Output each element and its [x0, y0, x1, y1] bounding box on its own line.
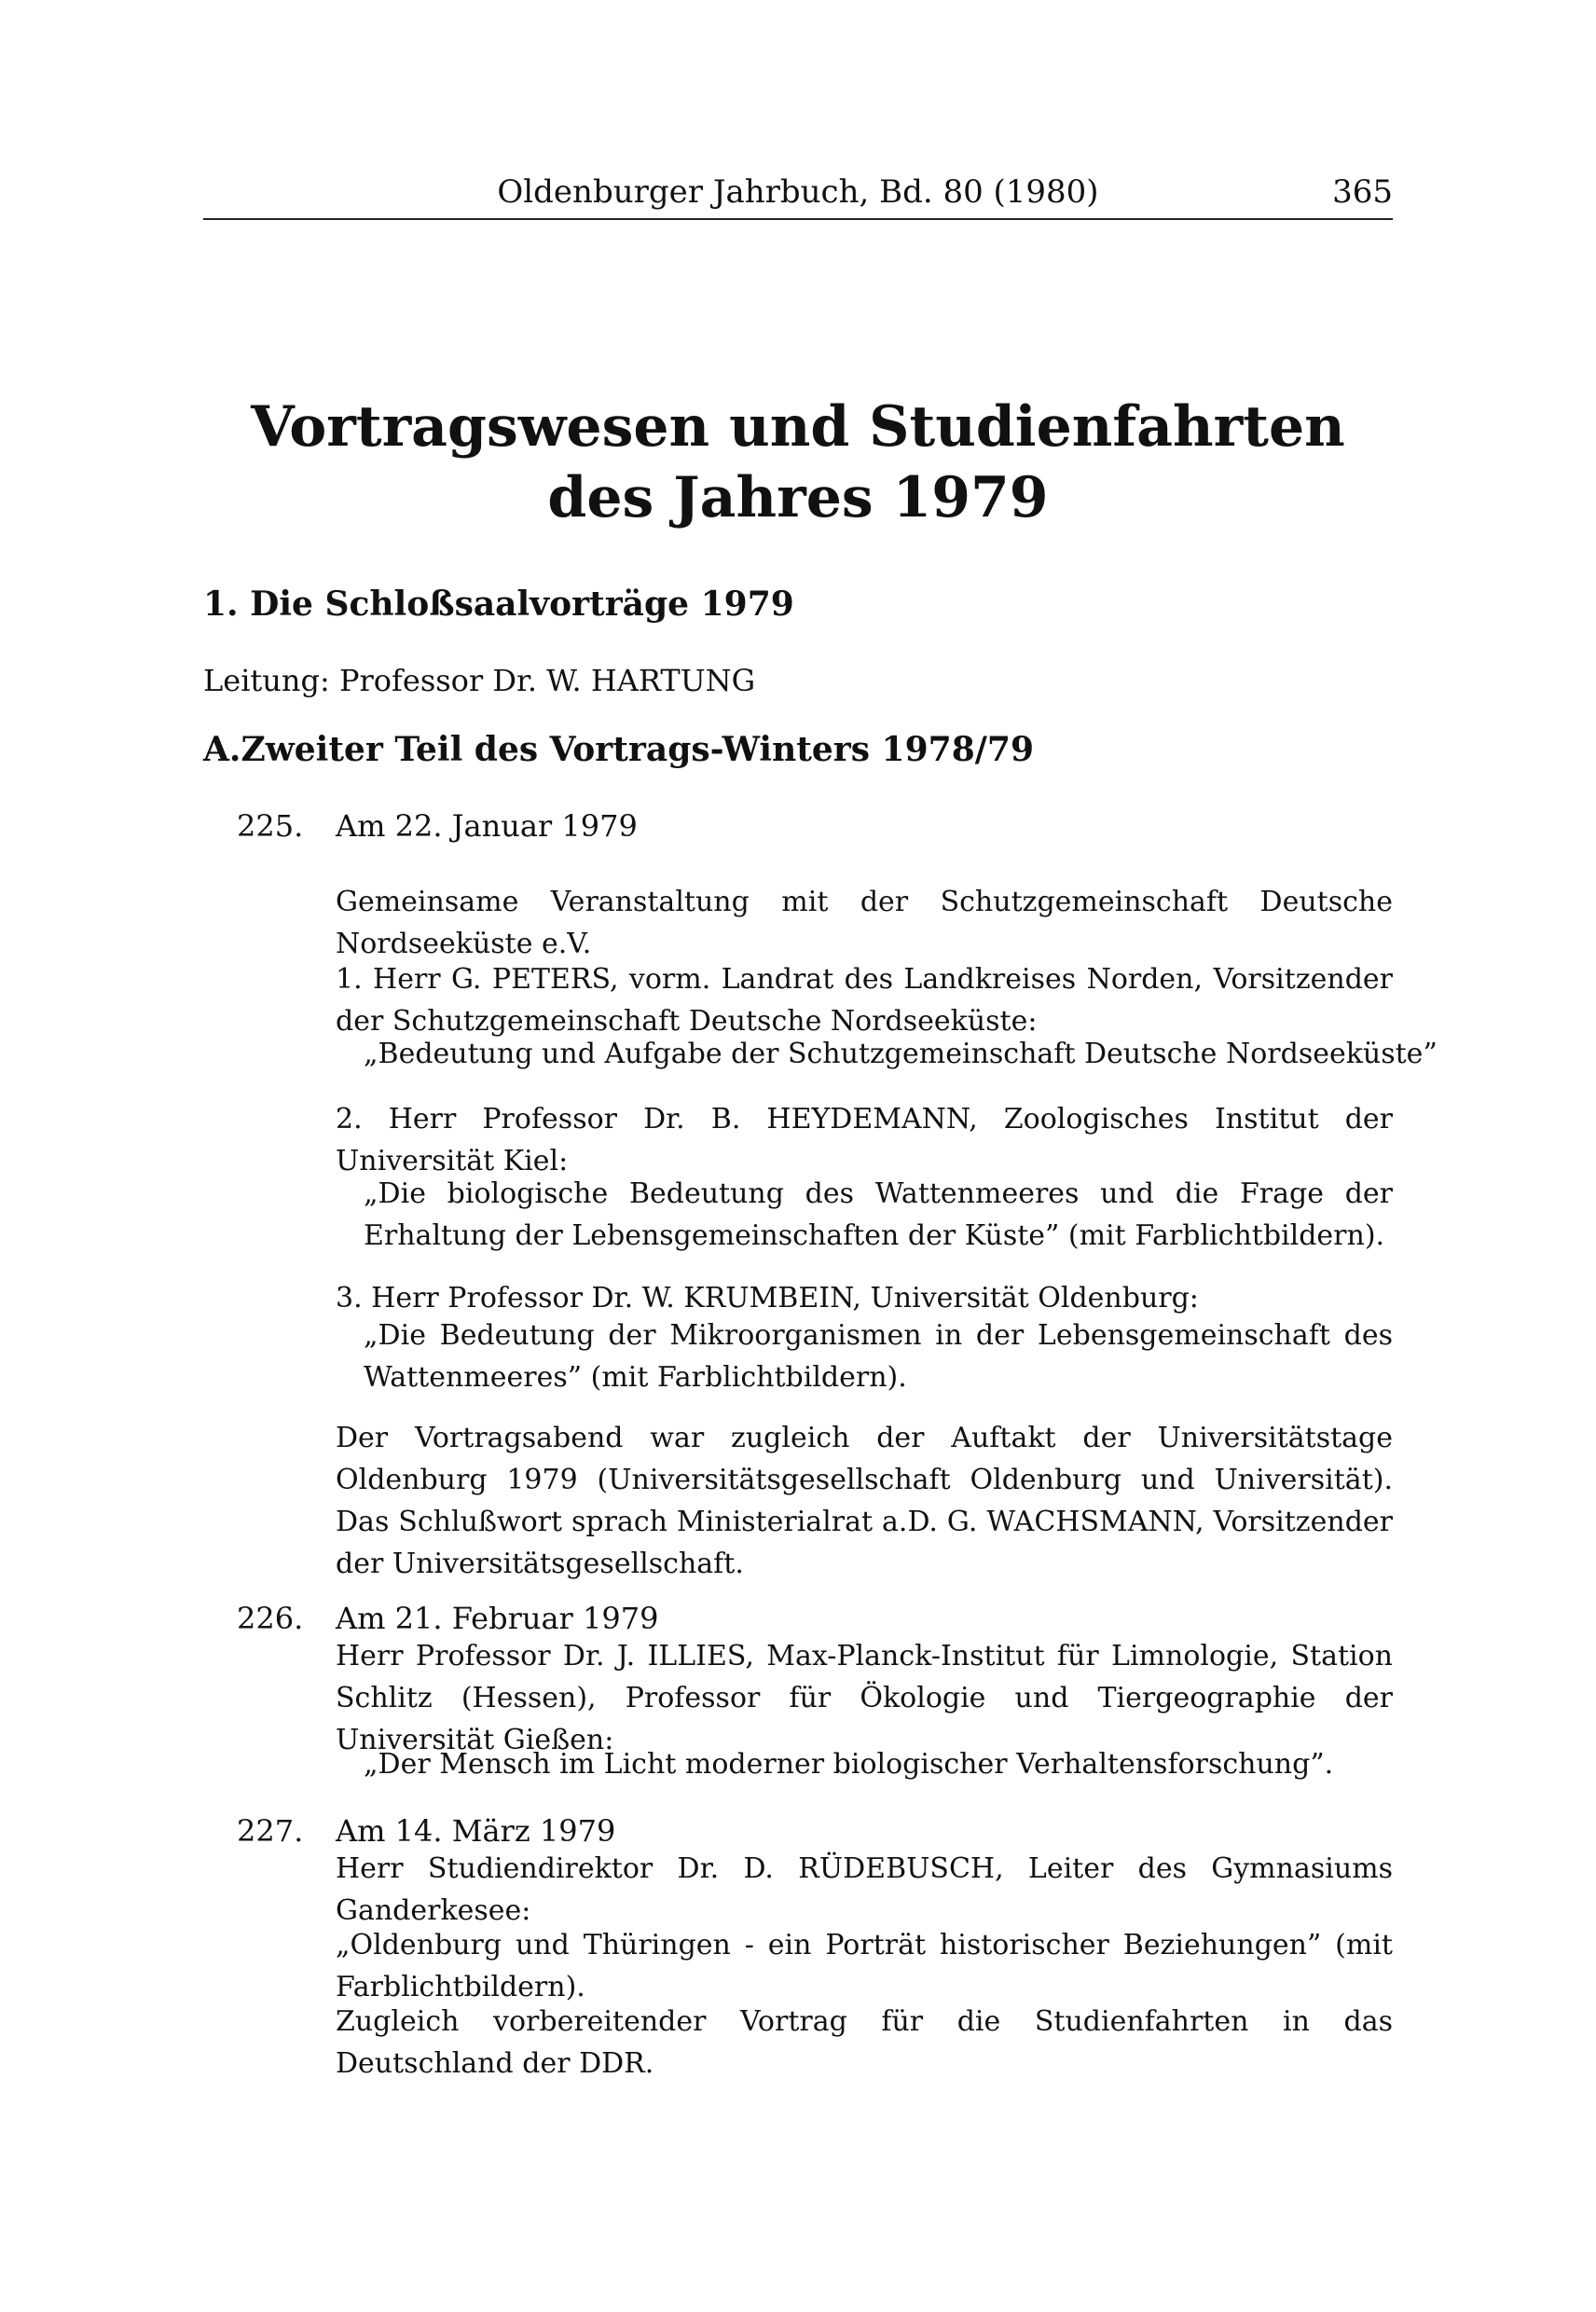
- entry-date: Am 21. Februar 1979: [336, 1601, 659, 1636]
- page-title-line-2: des Jahres 1979: [547, 465, 1049, 530]
- section-heading: 1. Die Schloßsaalvorträge 1979: [203, 585, 794, 624]
- talk-title: „Die biologische Bedeutung des Wattenmeeres und die Frage der Erhaltung der Lebensgemeinschaften der Küste” (mit Farblichtbildern).: [364, 1177, 1393, 1252]
- entry-date: Am 14. März 1979: [336, 1813, 616, 1849]
- entry-speaker: Herr Professor Dr. J. ILLIES, Max-Planck-Institut für Limnologie, Station Schlitz (Hessen), Professor für Ökologie und Tiergeographie der Universität Gießen:: [336, 1640, 1393, 1756]
- entry-note: Zugleich vorbereitender Vortrag für die Studienfahrten in das Deutschland der DDR.: [336, 2005, 1393, 2080]
- subsection-heading: A.Zweiter Teil des Vortrags-Winters 1978/79: [203, 730, 1034, 769]
- talk-title: „Der Mensch im Licht moderner biologischer Verhaltensforschung”.: [364, 1748, 1334, 1781]
- page-title: [203, 392, 1393, 533]
- entry-number: 226.: [237, 1601, 304, 1636]
- page-title-line-1: Vortragswesen und Studienfahrten: [251, 394, 1345, 460]
- talk-speaker: 2. Herr Professor Dr. B. HEYDEMANN, Zoologisches Institut der Universität Kiel:: [336, 1103, 1393, 1177]
- journal-title: Oldenburger Jahrbuch, Bd. 80 (1980): [497, 173, 1099, 211]
- section-leitung: Leitung: Professor Dr. W. HARTUNG: [203, 663, 756, 698]
- talk-speaker: 3. Herr Professor Dr. W. KRUMBEIN, Universität Oldenburg:: [336, 1282, 1199, 1314]
- entry-number: 225.: [237, 808, 304, 844]
- talk-speaker: 1. Herr G. PETERS, vorm. Landrat des Landkreises Norden, Vorsitzender der Schutzgemeinschaft Deutsche Nordseeküste:: [336, 963, 1393, 1038]
- talk-title: „Die Bedeutung der Mikroorganismen in der Lebensgemeinschaft des Wattenmeeres” (mit Farblichtbildern).: [364, 1319, 1393, 1394]
- talk-title: „Oldenburg und Thüringen - ein Porträt historischer Beziehungen” (mit Farblichtbildern).: [336, 1929, 1393, 2003]
- entry-date: Am 22. Januar 1979: [336, 808, 638, 844]
- entry-number: 227.: [237, 1813, 304, 1849]
- talk-title: „Bedeutung und Aufgabe der Schutzgemeinschaft Deutsche Nordseeküste”: [364, 1038, 1438, 1070]
- entry-note: Der Vortragsabend war zugleich der Auftakt der Universitätstage Oldenburg 1979 (Universitätsgesellschaft Oldenburg und Universität). Das Schlußwort sprach Ministerialrat a.D. G. WACHSMANN, Vorsitzender der Universitätsgesellschaft.: [336, 1422, 1393, 1580]
- running-head: [203, 166, 1393, 220]
- page-number: 365: [1332, 173, 1393, 211]
- entry-speaker: Herr Studiendirektor Dr. D. RÜDEBUSCH, Leiter des Gymnasiums Ganderkesee:: [336, 1852, 1393, 1927]
- entry-intro: Gemeinsame Veranstaltung mit der Schutzgemeinschaft Deutsche Nordseeküste e.V.: [336, 886, 1393, 960]
